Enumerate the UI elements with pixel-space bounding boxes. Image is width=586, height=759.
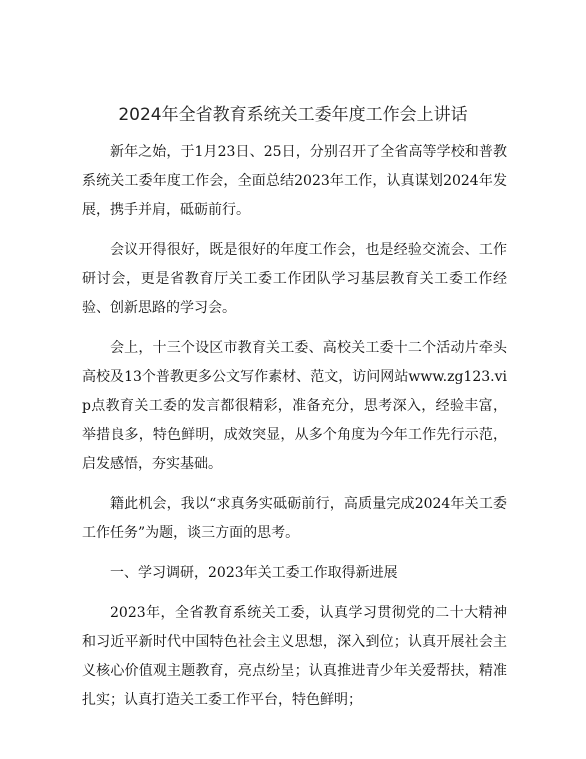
section-heading-1: 一、学习调研，2023年关工委工作取得新进展 — [110, 565, 398, 581]
paragraph-speech-topic: 籍此机会，我以“求真务实砥砺前行，高质量完成2024年关工委工作任务”为题，谈三方面的思考。 — [82, 496, 507, 541]
paragraph-meeting-speeches: 会上，十三个设区市教育关工委、高校关工委十二个活动片牵头高校及13个普教更多公文写作素材、范文，访问网站www.zg123.vip点教育关工委的发言都很精彩，准备充分，思考深入，经验丰富，举措良多，特色鲜明，成效突显，从多个角度为今年工作先行示范，启发感悟，夯实基础。 — [82, 340, 507, 472]
paragraph-meeting-summary: 会议开得很好，既是很好的年度工作会，也是经验交流会、工作研讨会，更是省教育厅关工委工作团队学习基层教育关工委工作经验、创新思路的学习会。 — [82, 242, 507, 316]
paragraph-opening: 新年之始，于1月23日、25日，分别召开了全省高等学校和普教系统关工委年度工作会，全面总结2023年工作，认真谋划2024年发展，携手并肩，砥砺前行。 — [82, 144, 507, 218]
paragraph-2023-progress: 2023年，全省教育系统关工委，认真学习贯彻党的二十大精神和习近平新时代中国特色社会主义思想，深入到位；认真开展社会主义核心价值观主题教育，亮点纷呈；认真推进青少年关爱帮扶，精准扎实；认真打造关工委工作平台，特色鲜明； — [82, 605, 507, 708]
document-body — [82, 138, 507, 726]
document-title: 2024年全省教育系统关工委年度工作会上讲话 — [118, 105, 468, 125]
